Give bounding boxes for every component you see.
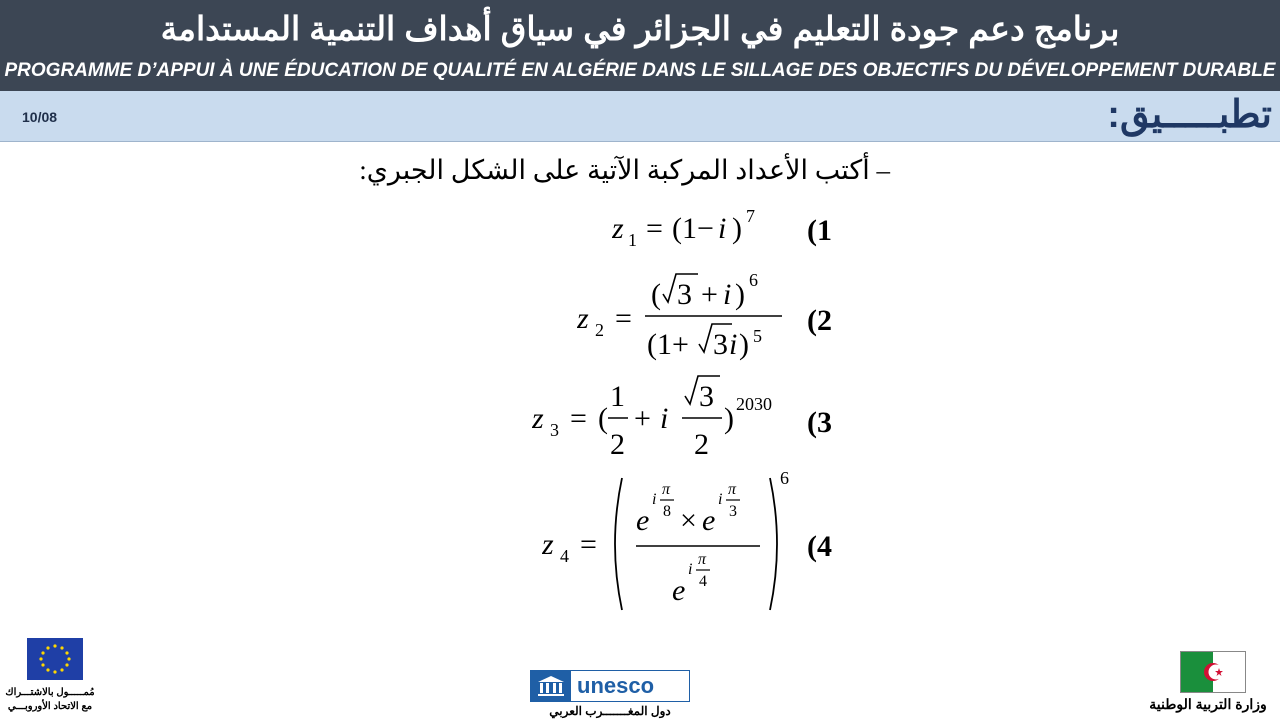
svg-text:): ) <box>739 328 749 361</box>
svg-text:i: i <box>652 491 657 508</box>
svg-text:(1−: (1− <box>672 212 714 245</box>
eu-text-line-1: مُمـــــول بالاشتـــراك <box>5 687 95 698</box>
unesco-wordmark: unesco <box>577 673 655 698</box>
svg-text:z: z <box>532 402 544 435</box>
equation-3 <box>532 372 832 473</box>
equation-4-number: (4 <box>807 529 832 563</box>
algeria-flag-icon <box>1180 651 1246 693</box>
svg-text:3: 3 <box>677 278 692 311</box>
title-french: PROGRAMME D’APPUI À UNE ÉDUCATION DE QUALITÉ EN ALGÉRIE DANS LE SILLAGE DES OBJECTIFS DU DÉVELOPPEMENT DURABLE <box>4 60 1276 81</box>
svg-text:1: 1 <box>628 230 637 250</box>
svg-text:=: = <box>570 402 587 435</box>
svg-text:=: = <box>646 212 663 245</box>
svg-text:): ) <box>732 212 742 245</box>
svg-text:i: i <box>718 212 727 245</box>
svg-text:3: 3 <box>729 503 737 520</box>
svg-text:7: 7 <box>746 206 755 226</box>
svg-text:3: 3 <box>550 420 559 440</box>
equation-4 <box>542 470 832 623</box>
unesco-logo <box>530 670 690 702</box>
page-number: 10/08 <box>22 109 58 125</box>
svg-text:×: × <box>680 504 697 537</box>
svg-text:i: i <box>718 491 723 508</box>
svg-text:i: i <box>729 328 738 361</box>
svg-text:(: ( <box>598 402 608 435</box>
svg-text:2: 2 <box>595 320 604 340</box>
equation-1 <box>612 202 832 259</box>
svg-text:z: z <box>577 302 589 335</box>
eu-flag-logo <box>27 638 83 680</box>
equation-2-number: (2 <box>807 303 832 337</box>
equation-2-formula <box>577 270 792 366</box>
equation-1-number: (1 <box>807 213 832 247</box>
equation-3-number: (3 <box>807 405 832 439</box>
svg-text:+: + <box>701 278 718 311</box>
svg-text:): ) <box>735 278 745 311</box>
svg-text:=: = <box>615 302 632 335</box>
svg-text:4: 4 <box>699 573 707 590</box>
equation-4-formula <box>542 470 792 618</box>
sub-header <box>0 91 1280 142</box>
svg-text:(: ( <box>651 278 661 311</box>
title-arabic: برنامج دعم جودة التعليم في الجزائر في سياق أهداف التنمية المستدامة <box>160 10 1120 47</box>
svg-text:i: i <box>688 561 693 578</box>
svg-text:e: e <box>636 504 650 537</box>
svg-text:1: 1 <box>610 380 625 413</box>
unesco-subtitle: دول المغـــــــرب العربي <box>549 704 671 718</box>
svg-text:z: z <box>542 528 554 561</box>
svg-text:e: e <box>672 574 686 607</box>
header-banner <box>0 0 1280 91</box>
equation-2 <box>577 270 832 371</box>
svg-text:i: i <box>660 402 669 435</box>
svg-text:2: 2 <box>610 428 625 461</box>
svg-text:z: z <box>612 212 624 245</box>
svg-text:6: 6 <box>780 470 789 488</box>
svg-text:3: 3 <box>713 328 728 361</box>
svg-text:5: 5 <box>753 326 762 346</box>
equation-1-formula <box>612 202 792 254</box>
svg-text:(1+: (1+ <box>647 328 689 361</box>
svg-text:π: π <box>698 551 707 568</box>
svg-text:6: 6 <box>749 270 758 290</box>
instruction-text: – أكتب الأعداد المركبة الآتية على الشكل الجبري: <box>359 155 890 185</box>
svg-text:=: = <box>580 528 597 561</box>
svg-text:e: e <box>702 504 716 537</box>
equation-3-formula <box>532 372 792 468</box>
section-title: تطبـــــيق: <box>1107 94 1272 136</box>
svg-text:i: i <box>723 278 732 311</box>
svg-text:2030: 2030 <box>736 394 772 414</box>
svg-text:2: 2 <box>694 428 709 461</box>
eu-text-line-2: مع الاتحاد الأوروبـــي <box>7 701 93 712</box>
svg-text:π: π <box>728 481 737 498</box>
svg-text:4: 4 <box>560 546 569 566</box>
svg-text:3: 3 <box>699 380 714 413</box>
svg-text:+: + <box>634 402 651 435</box>
svg-text:8: 8 <box>663 503 671 520</box>
eu-funding-text <box>0 686 100 714</box>
unesco-temple-icon <box>531 671 571 701</box>
ministry-name: وزارة التربية الوطنية <box>1149 696 1267 712</box>
svg-text:π: π <box>662 481 671 498</box>
svg-text:): ) <box>724 402 734 435</box>
